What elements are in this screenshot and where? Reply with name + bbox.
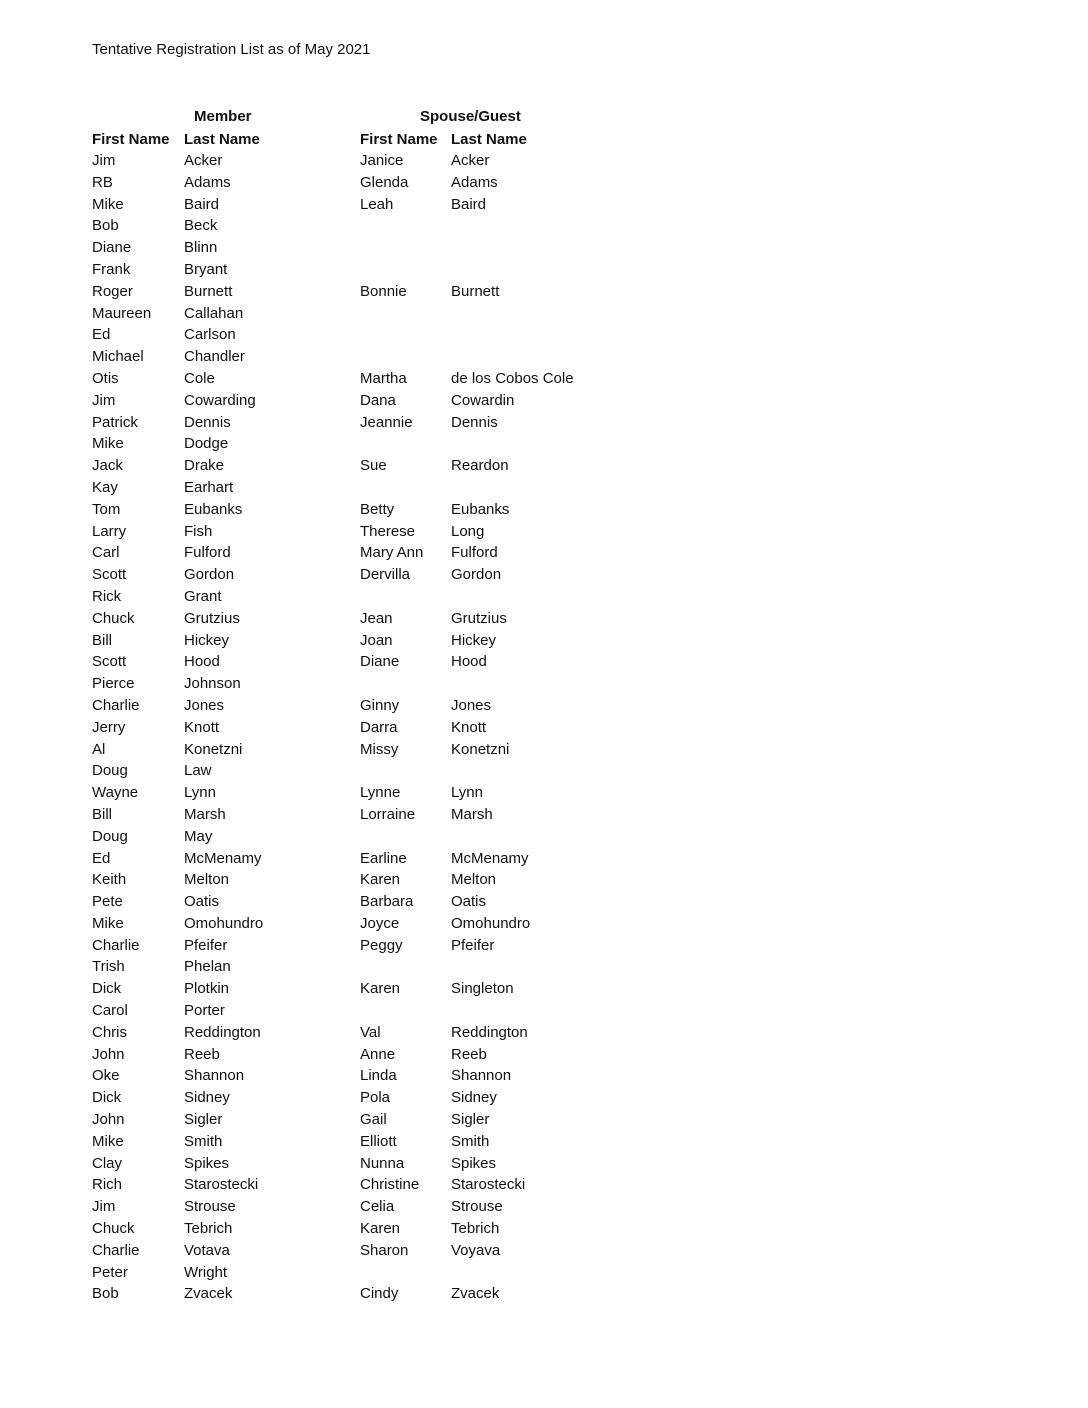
table-row: [0, 477, 1088, 499]
table-row: [0, 281, 1088, 303]
table-row: [0, 542, 1088, 564]
table-row: [0, 455, 1088, 477]
guest-last-name: Voyava: [451, 1241, 501, 1259]
member-last-name: Sidney: [184, 1089, 230, 1107]
member-last-name: Carlson: [184, 326, 236, 344]
guest-last-name: Hickey: [451, 631, 497, 649]
guest-first-name: Mary Ann: [360, 544, 424, 562]
member-first-name: Bill: [92, 805, 113, 823]
guest-first-name: Sharon: [360, 1241, 409, 1259]
guest-first-name: Karen: [360, 1220, 401, 1238]
guest-last-name: Oatis: [451, 893, 487, 911]
member-first-name: Chuck: [92, 1220, 135, 1238]
table-row: [0, 804, 1088, 826]
guest-last-name: Baird: [451, 195, 487, 213]
guest-first-name: Darra: [360, 718, 398, 736]
member-first-name: Charlie: [92, 1241, 140, 1259]
table-row: [0, 215, 1088, 237]
member-last-name: Johnson: [184, 675, 241, 693]
member-first-name: Michael: [92, 348, 144, 366]
guest-last-name: Reeb: [451, 1045, 487, 1063]
guest-last-name: Smith: [451, 1132, 490, 1150]
member-last-name: Baird: [184, 195, 220, 213]
table-row: [0, 1218, 1088, 1240]
member-first-name: Otis: [92, 369, 119, 387]
page-title: Tentative Registration List as of May 2021: [92, 41, 371, 58]
guest-last-name: Starostecki: [451, 1176, 526, 1194]
member-last-name: Dennis: [184, 413, 231, 431]
guest-first-name: Janice: [360, 152, 404, 169]
guest-first-name: Bonnie: [360, 282, 407, 300]
guest-last-name: Melton: [451, 871, 497, 889]
member-last-name-header: Last Name: [184, 131, 260, 148]
guest-first-name: Lorraine: [360, 805, 416, 823]
member-first-name: Patrick: [92, 413, 138, 431]
member-first-name: Roger: [92, 282, 133, 300]
guest-last-name: Long: [451, 522, 485, 540]
guest-last-name: Cowardin: [451, 391, 515, 409]
table-row: [0, 303, 1088, 325]
member-first-name: Ed: [92, 849, 111, 867]
guest-last-name: Dennis: [451, 413, 498, 431]
guest-last-name: Reardon: [451, 457, 509, 475]
member-first-name: Jerry: [92, 718, 126, 736]
table-row: [0, 499, 1088, 521]
guest-first-name: Karen: [360, 871, 401, 889]
guest-last-name: Knott: [451, 718, 487, 736]
guest-last-name: Adams: [451, 173, 498, 191]
member-last-name: Chandler: [184, 348, 245, 366]
member-last-name: Melton: [184, 871, 230, 889]
member-first-name: Mike: [92, 1132, 124, 1150]
guest-first-name: Ginny: [360, 696, 400, 714]
table-row: [0, 521, 1088, 543]
member-first-name: Kay: [92, 478, 118, 496]
member-last-name: Earhart: [184, 478, 234, 496]
guest-first-name: Christine: [360, 1176, 420, 1194]
member-last-name: Fish: [184, 522, 213, 540]
guest-first-name: Betty: [360, 500, 395, 518]
member-last-name: Reddington: [184, 1023, 261, 1041]
guest-first-name: Dervilla: [360, 566, 411, 584]
guest-first-name: Pola: [360, 1089, 391, 1107]
table-row: [0, 1153, 1088, 1175]
member-first-name: Chuck: [92, 609, 135, 627]
member-last-name: Plotkin: [184, 980, 230, 998]
guest-first-name: Therese: [360, 522, 416, 540]
member-last-name: Lynn: [184, 784, 216, 802]
member-first-name: Peter: [92, 1263, 128, 1281]
table-row: [0, 390, 1088, 412]
member-last-name: Knott: [184, 718, 220, 736]
guest-last-name: Gordon: [451, 566, 502, 584]
member-last-name: Omohundro: [184, 914, 264, 932]
member-last-name: Cowarding: [184, 391, 256, 409]
member-first-name: Jim: [92, 1198, 116, 1216]
table-row: [0, 782, 1088, 804]
member-first-name: Al: [92, 740, 106, 758]
guest-last-name: Pfeifer: [451, 936, 495, 954]
guest-first-name: Glenda: [360, 173, 409, 191]
guest-first-name-header: First Name: [360, 131, 438, 148]
member-last-name: May: [184, 827, 213, 845]
member-last-name: Pfeifer: [184, 936, 228, 954]
guest-first-name: Gail: [360, 1111, 387, 1129]
member-first-name: Rick: [92, 587, 122, 605]
member-first-name: Oke: [92, 1067, 120, 1085]
table-row: [0, 1109, 1088, 1131]
member-first-name: John: [92, 1111, 125, 1129]
member-last-name: Konetzni: [184, 740, 243, 758]
member-first-name: Charlie: [92, 696, 140, 714]
member-first-name: Jim: [92, 391, 116, 409]
member-first-name: Jim: [92, 152, 116, 169]
member-last-name: McMenamy: [184, 849, 262, 867]
member-first-name: Mike: [92, 914, 124, 932]
table-row: [0, 324, 1088, 346]
table-row: [0, 194, 1088, 216]
guest-first-name: Anne: [360, 1045, 396, 1063]
guest-last-name: Eubanks: [451, 500, 510, 518]
member-last-name: Porter: [184, 1002, 225, 1020]
member-last-name: Burnett: [184, 282, 233, 300]
guest-first-name: Earline: [360, 849, 407, 867]
guest-first-name: Joan: [360, 631, 393, 649]
member-last-name: Reeb: [184, 1045, 220, 1063]
member-first-name: Scott: [92, 566, 127, 584]
table-row: [0, 630, 1088, 652]
guest-first-name: Joyce: [360, 914, 400, 932]
guest-last-name: Reddington: [451, 1023, 528, 1041]
table-row: [0, 956, 1088, 978]
member-first-name: Tom: [92, 500, 121, 518]
guest-first-name: Lynne: [360, 784, 401, 802]
member-first-name: Rich: [92, 1176, 123, 1194]
member-last-name: Hood: [184, 653, 220, 671]
table-row: [0, 1196, 1088, 1218]
guest-first-name: Karen: [360, 980, 401, 998]
table-row: [0, 1283, 1088, 1305]
member-first-name: Keith: [92, 871, 127, 889]
table-row: [0, 1087, 1088, 1109]
guest-last-name: Strouse: [451, 1198, 503, 1216]
member-first-name: Frank: [92, 260, 131, 278]
table-row: [0, 172, 1088, 194]
table-row: [0, 1262, 1088, 1284]
member-first-name: Maureen: [92, 304, 152, 322]
member-first-name: Ed: [92, 326, 111, 344]
guest-last-name: Spikes: [451, 1154, 497, 1172]
table-row: [0, 760, 1088, 782]
member-last-name: Wright: [184, 1263, 228, 1281]
member-first-name: Dick: [92, 1089, 122, 1107]
member-first-name: Doug: [92, 762, 128, 780]
table-row: [0, 673, 1088, 695]
guest-first-name: Sue: [360, 457, 387, 475]
table-row: [0, 869, 1088, 891]
registration-table: [0, 150, 1088, 1305]
table-row: [0, 1065, 1088, 1087]
guest-last-name: McMenamy: [451, 849, 529, 867]
guest-last-name: Marsh: [451, 805, 493, 823]
member-last-name: Law: [184, 762, 212, 780]
member-last-name: Zvacek: [184, 1285, 233, 1303]
guest-first-name: Dana: [360, 391, 396, 409]
table-row: [0, 978, 1088, 1000]
guest-first-name: Linda: [360, 1067, 397, 1085]
table-row: [0, 608, 1088, 630]
member-last-name: Spikes: [184, 1154, 230, 1172]
guest-first-name: Missy: [360, 740, 399, 758]
table-row: [0, 651, 1088, 673]
member-last-name: Votava: [184, 1241, 230, 1259]
guest-last-name: Omohundro: [451, 914, 531, 932]
member-last-name: Phelan: [184, 958, 231, 976]
member-first-name: John: [92, 1045, 125, 1063]
table-row: [0, 1240, 1088, 1262]
member-first-name: Charlie: [92, 936, 140, 954]
table-row: [0, 1000, 1088, 1022]
member-last-name: Shannon: [184, 1067, 245, 1085]
guest-first-name: Nunna: [360, 1154, 405, 1172]
member-last-name: Starostecki: [184, 1176, 259, 1194]
table-row: [0, 913, 1088, 935]
spouse-guest-group-header: Spouse/Guest: [420, 108, 521, 125]
table-row: [0, 739, 1088, 761]
guest-first-name: Elliott: [360, 1132, 397, 1150]
member-last-name: Acker: [184, 152, 223, 169]
guest-first-name: Cindy: [360, 1285, 399, 1303]
member-first-name: Diane: [92, 239, 132, 257]
member-first-name: Carl: [92, 544, 120, 562]
guest-first-name: Jeannie: [360, 413, 413, 431]
table-row: [0, 848, 1088, 870]
table-row: [0, 259, 1088, 281]
table-row: [0, 1174, 1088, 1196]
guest-first-name: Diane: [360, 653, 400, 671]
guest-first-name: Peggy: [360, 936, 403, 954]
table-row: [0, 368, 1088, 390]
guest-first-name: Val: [360, 1023, 381, 1041]
member-first-name: Jack: [92, 457, 123, 475]
member-last-name: Jones: [184, 696, 225, 714]
guest-last-name: Jones: [451, 696, 492, 714]
member-last-name: Tebrich: [184, 1220, 233, 1238]
guest-last-name: Hood: [451, 653, 487, 671]
table-row: [0, 237, 1088, 259]
guest-first-name: Leah: [360, 195, 394, 213]
guest-last-name: Konetzni: [451, 740, 510, 758]
member-first-name-header: First Name: [92, 131, 170, 148]
member-last-name: Gordon: [184, 566, 235, 584]
member-first-name: Dick: [92, 980, 122, 998]
table-row: [0, 346, 1088, 368]
guest-first-name: Barbara: [360, 893, 414, 911]
guest-last-name: Acker: [451, 152, 490, 169]
member-last-name: Drake: [184, 457, 225, 475]
guest-first-name: Celia: [360, 1198, 395, 1216]
table-row: [0, 826, 1088, 848]
guest-first-name: Martha: [360, 369, 407, 387]
member-last-name: Bryant: [184, 260, 228, 278]
member-first-name: Mike: [92, 435, 124, 453]
column-header-row: [0, 129, 1088, 151]
member-group-header: Member: [194, 108, 252, 125]
member-last-name: Fulford: [184, 544, 231, 562]
guest-last-name-header: Last Name: [451, 131, 527, 148]
member-first-name: Trish: [92, 958, 125, 976]
member-first-name: RB: [92, 173, 113, 191]
member-first-name: Chris: [92, 1023, 128, 1041]
member-last-name: Marsh: [184, 805, 226, 823]
table-row: [0, 412, 1088, 434]
table-row: [0, 1044, 1088, 1066]
member-last-name: Blinn: [184, 239, 218, 257]
member-first-name: Pete: [92, 893, 123, 911]
member-last-name: Hickey: [184, 631, 230, 649]
member-first-name: Bill: [92, 631, 113, 649]
member-last-name: Adams: [184, 173, 231, 191]
member-first-name: Carol: [92, 1002, 128, 1020]
member-first-name: Scott: [92, 653, 127, 671]
member-first-name: Bob: [92, 217, 119, 235]
member-last-name: Smith: [184, 1132, 223, 1150]
member-first-name: Bob: [92, 1285, 119, 1303]
member-last-name: Dodge: [184, 435, 229, 453]
guest-last-name: Tebrich: [451, 1220, 500, 1238]
table-row: [0, 1131, 1088, 1153]
member-first-name: Doug: [92, 827, 128, 845]
table-row: [0, 150, 1088, 172]
member-last-name: Sigler: [184, 1111, 223, 1129]
member-last-name: Grutzius: [184, 609, 240, 627]
table-row: [0, 564, 1088, 586]
member-first-name: Pierce: [92, 675, 135, 693]
table-row: [0, 586, 1088, 608]
member-last-name: Eubanks: [184, 500, 243, 518]
guest-last-name: de los Cobos Cole: [451, 369, 574, 387]
guest-last-name: Zvacek: [451, 1285, 500, 1303]
member-last-name: Strouse: [184, 1198, 236, 1216]
table-row: [0, 717, 1088, 739]
guest-last-name: Lynn: [451, 784, 483, 802]
guest-last-name: Sigler: [451, 1111, 490, 1129]
member-first-name: Larry: [92, 522, 127, 540]
table-row: [0, 433, 1088, 455]
guest-last-name: Grutzius: [451, 609, 507, 627]
member-last-name: Cole: [184, 369, 215, 387]
guest-last-name: Sidney: [451, 1089, 497, 1107]
member-first-name: Mike: [92, 195, 124, 213]
guest-last-name: Burnett: [451, 282, 500, 300]
guest-last-name: Singleton: [451, 980, 514, 998]
member-last-name: Oatis: [184, 893, 220, 911]
member-first-name: Clay: [92, 1154, 123, 1172]
guest-last-name: Shannon: [451, 1067, 512, 1085]
guest-last-name: Fulford: [451, 544, 498, 562]
table-row: [0, 891, 1088, 913]
table-row: [0, 935, 1088, 957]
member-last-name: Beck: [184, 217, 218, 235]
guest-first-name: Jean: [360, 609, 393, 627]
member-last-name: Grant: [184, 587, 222, 605]
member-first-name: Wayne: [92, 784, 139, 802]
member-last-name: Callahan: [184, 304, 244, 322]
table-row: [0, 695, 1088, 717]
table-row: [0, 1022, 1088, 1044]
